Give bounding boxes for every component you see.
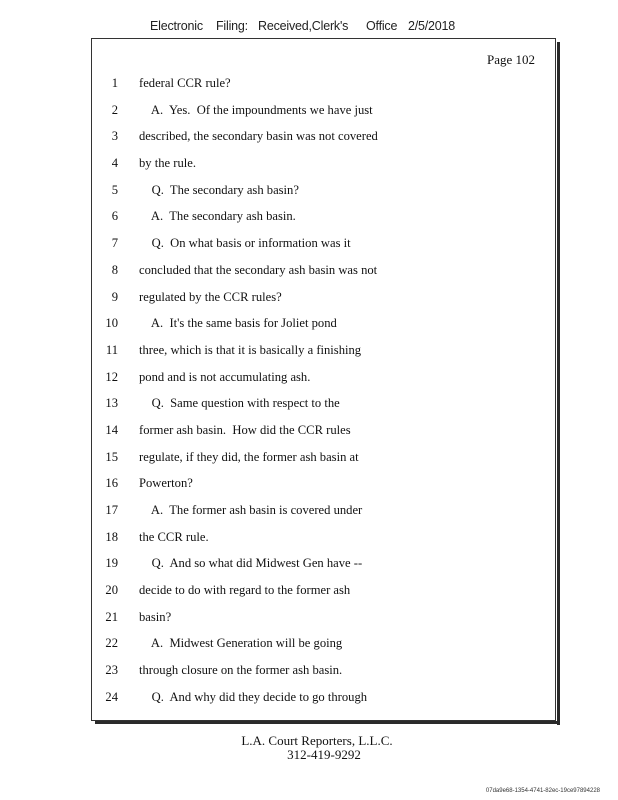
line-text: A. The secondary ash basin. [139,209,296,224]
line-text: concluded that the secondary ash basin was not [139,262,378,277]
line-number: 21 [105,609,118,624]
line-number: 17 [105,503,118,517]
line-text: pond and is not accumulating ash. [139,369,311,384]
transcript-line [92,290,555,317]
transcript-line [92,556,555,583]
line-number: 23 [105,663,118,678]
transcript-line [92,236,555,263]
line-number: 3 [111,129,118,144]
line-text: former ash basin. How did the CCR rules [139,422,351,437]
transcript-line [92,503,555,530]
line-text: regulate, if they did, the former ash basin at [139,449,359,464]
transcript-line [92,183,555,210]
line-number: 13 [105,396,118,411]
line-number: 4 [111,156,118,171]
transcript-line [92,610,555,637]
page-shadow-right [557,42,560,725]
line-number: 14 [105,422,118,437]
transcript-line [92,370,555,397]
transcript-line [92,76,555,103]
line-text: Q. Same question with respect to the [139,396,340,411]
filing-word-received: Received,Clerk's [258,19,349,33]
line-number: 18 [105,529,118,544]
line-text: by the rule. [139,156,197,171]
filing-word-office: Office [366,19,398,33]
transcript-line [92,663,555,690]
line-text: three, which is that it is basically a finishing [139,342,362,357]
transcript-line [92,690,555,717]
line-number: 12 [105,369,118,384]
line-text: Q. And so what did Midwest Gen have -- [139,556,363,571]
transcript-line [92,476,555,503]
line-text: described, the secondary basin was not covered [139,129,378,144]
line-text: Q. And why did they decide to go through [139,689,368,704]
line-number: 15 [105,449,118,464]
transcript-line [92,263,555,290]
line-number: 2 [111,102,118,117]
transcript-line [92,209,555,236]
transcript-line [92,396,555,423]
line-number: 20 [105,583,118,598]
line-number: 22 [105,636,118,651]
filing-word-electronic: Electronic [150,19,203,33]
transcript-line [92,583,555,610]
page-shadow-bottom [95,721,560,724]
transcript-line [92,343,555,370]
document-hash: 07da9e68-1354-4741-82ec-19ce97894228 [485,788,600,794]
line-number: 10 [105,316,118,331]
line-number: 9 [111,289,118,304]
line-number: 19 [105,556,118,571]
transcript-line [92,129,555,156]
line-text: regulated by the CCR rules? [139,289,282,304]
transcript-line [92,316,555,343]
transcript-lines [92,76,555,717]
line-number: 7 [111,236,118,251]
transcript-line [92,156,555,183]
line-number: 11 [105,342,118,357]
transcript-line [92,423,555,450]
line-number: 6 [111,209,118,224]
line-text: federal CCR rule? [139,76,231,90]
reporter-phone: 312-419-9292 [287,747,361,762]
line-number: 1 [111,76,118,90]
line-number: 8 [111,262,118,277]
transcript-page [91,38,556,721]
line-text: through closure on the former ash basin. [139,663,343,678]
line-text: Q. The secondary ash basin? [139,182,299,197]
transcript-line [92,636,555,663]
line-text: A. The former ash basin is covered under [139,503,363,517]
reporter-company: L.A. Court Reporters, L.L.C. [241,733,393,748]
transcript-line [92,103,555,130]
line-text: decide to do with regard to the former ash [139,583,351,598]
line-number: 16 [105,476,118,491]
transcript-line [92,450,555,477]
line-text: A. It's the same basis for Joliet pond [139,316,337,331]
filing-word-filing: Filing: [216,19,248,33]
filing-stamp-header [150,19,455,33]
filing-date: 2/5/2018 [408,19,456,33]
line-text: Q. On what basis or information was it [139,236,351,251]
line-text: A. Yes. Of the impoundments we have just [139,102,373,117]
line-number: 24 [105,689,118,704]
line-text: the CCR rule. [139,529,209,544]
line-text: Powerton? [139,476,193,491]
page-number: Page 102 [486,52,535,67]
line-text: basin? [139,609,172,624]
line-text: A. Midwest Generation will be going [139,636,343,651]
transcript-line [92,530,555,557]
line-number: 5 [111,182,118,197]
